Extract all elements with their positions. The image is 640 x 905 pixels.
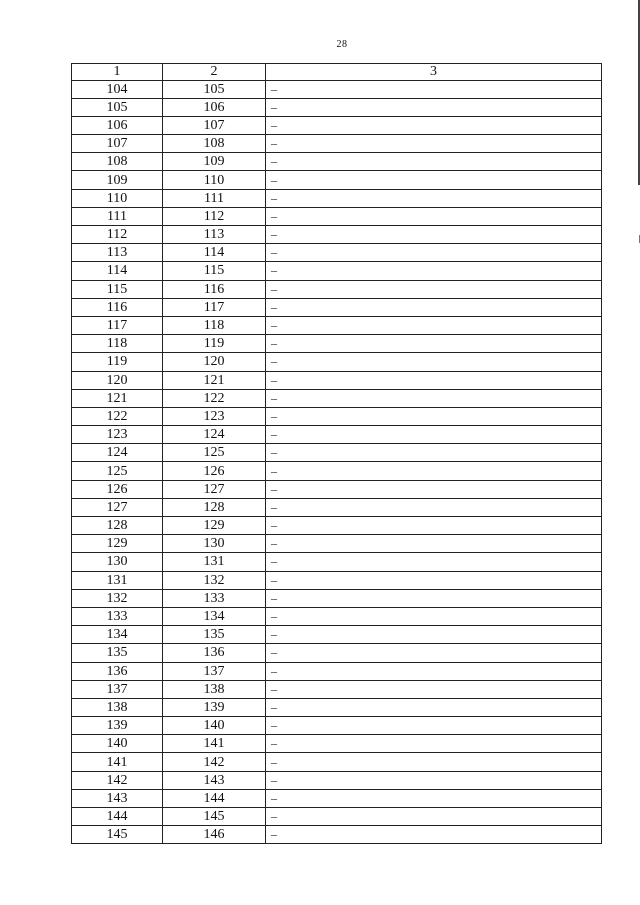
cell-col-3: – [266,298,602,316]
table-row [72,462,602,480]
cell-col-1: 136 [72,662,163,680]
table-header [72,64,602,81]
cell-col-2: 145 [163,808,266,826]
cell-col-3: – [266,226,602,244]
cell-col-3: – [266,371,602,389]
cell-col-2: 146 [163,826,266,844]
table-row [72,353,602,371]
cell-col-1: 140 [72,735,163,753]
cell-col-1: 142 [72,771,163,789]
table-row [72,116,602,134]
cell-col-2: 136 [163,644,266,662]
table-row [72,444,602,462]
cell-col-2: 126 [163,462,266,480]
cell-col-2: 135 [163,626,266,644]
cell-col-2: 133 [163,589,266,607]
table-row [72,571,602,589]
cell-col-3: – [266,98,602,116]
cell-col-1: 130 [72,553,163,571]
table-row [72,662,602,680]
cell-col-3: – [266,153,602,171]
cell-col-2: 117 [163,298,266,316]
cell-col-1: 133 [72,607,163,625]
cell-col-3: – [266,280,602,298]
cell-col-2: 109 [163,153,266,171]
cell-col-2: 116 [163,280,266,298]
table-row [72,389,602,407]
cell-col-2: 143 [163,771,266,789]
cell-col-1: 141 [72,753,163,771]
cell-col-3: – [266,316,602,334]
cell-col-1: 108 [72,153,163,171]
cell-col-2: 129 [163,517,266,535]
table-row [72,371,602,389]
cell-col-3: – [266,517,602,535]
table-row [72,808,602,826]
cell-col-3: – [266,135,602,153]
cell-col-2: 140 [163,717,266,735]
column-header-1: 1 [72,64,163,81]
cell-col-3: – [266,116,602,134]
cell-col-3: – [266,826,602,844]
table-row [72,153,602,171]
cell-col-3: – [266,571,602,589]
table-row [72,498,602,516]
cell-col-1: 120 [72,371,163,389]
table-row [72,226,602,244]
table-row [72,298,602,316]
cell-col-3: – [266,753,602,771]
cell-col-2: 128 [163,498,266,516]
cell-col-3: – [266,626,602,644]
table-row [72,735,602,753]
cell-col-1: 117 [72,316,163,334]
cell-col-2: 108 [163,135,266,153]
table-row [72,680,602,698]
cell-col-3: – [266,244,602,262]
cell-col-3: – [266,808,602,826]
cell-col-3: – [266,644,602,662]
table-row [72,535,602,553]
cell-col-3: – [266,171,602,189]
cell-col-3: – [266,389,602,407]
table-row [72,644,602,662]
cell-col-2: 131 [163,553,266,571]
cell-col-1: 132 [72,589,163,607]
cell-col-2: 121 [163,371,266,389]
cell-col-2: 114 [163,244,266,262]
cell-col-1: 144 [72,808,163,826]
table-row [72,98,602,116]
cell-col-3: – [266,735,602,753]
data-table [71,63,602,844]
cell-col-2: 137 [163,662,266,680]
cell-col-3: – [266,353,602,371]
table-row [72,207,602,225]
cell-col-3: – [266,717,602,735]
cell-col-1: 143 [72,789,163,807]
table-row [72,262,602,280]
cell-col-1: 138 [72,698,163,716]
table-row [72,589,602,607]
table-row [72,407,602,425]
table-row [72,80,602,98]
cell-col-2: 130 [163,535,266,553]
cell-col-2: 142 [163,753,266,771]
cell-col-1: 145 [72,826,163,844]
table-row [72,626,602,644]
cell-col-1: 123 [72,426,163,444]
cell-col-1: 122 [72,407,163,425]
cell-col-2: 105 [163,80,266,98]
table-row [72,607,602,625]
cell-col-1: 121 [72,389,163,407]
cell-col-1: 129 [72,535,163,553]
table-row [72,244,602,262]
cell-col-1: 112 [72,226,163,244]
cell-col-2: 106 [163,98,266,116]
data-table-container [71,63,601,844]
cell-col-3: – [266,498,602,516]
cell-col-1: 115 [72,280,163,298]
cell-col-1: 127 [72,498,163,516]
table-row [72,171,602,189]
cell-col-2: 122 [163,389,266,407]
column-header-3: 3 [266,64,602,81]
table-row [72,717,602,735]
cell-col-3: – [266,480,602,498]
cell-col-3: – [266,589,602,607]
page-number: 28 [336,39,348,50]
table-row [72,426,602,444]
table-row [72,189,602,207]
cell-col-1: 124 [72,444,163,462]
cell-col-3: – [266,189,602,207]
cell-col-1: 109 [72,171,163,189]
cell-col-1: 131 [72,571,163,589]
cell-col-1: 125 [72,462,163,480]
cell-col-1: 135 [72,644,163,662]
cell-col-2: 112 [163,207,266,225]
cell-col-3: – [266,426,602,444]
cell-col-2: 139 [163,698,266,716]
table-row [72,553,602,571]
cell-col-3: – [266,335,602,353]
table-row [72,135,602,153]
cell-col-3: – [266,462,602,480]
cell-col-1: 110 [72,189,163,207]
cell-col-3: – [266,607,602,625]
cell-col-3: – [266,698,602,716]
cell-col-1: 104 [72,80,163,98]
cell-col-3: – [266,407,602,425]
cell-col-3: – [266,535,602,553]
cell-col-3: – [266,771,602,789]
cell-col-2: 134 [163,607,266,625]
cell-col-3: – [266,80,602,98]
cell-col-2: 141 [163,735,266,753]
cell-col-1: 128 [72,517,163,535]
cell-col-1: 134 [72,626,163,644]
cell-col-2: 132 [163,571,266,589]
table-row [72,335,602,353]
table-row [72,698,602,716]
cell-col-3: – [266,789,602,807]
table-row [72,480,602,498]
cell-col-1: 126 [72,480,163,498]
cell-col-1: 106 [72,116,163,134]
table-row [72,753,602,771]
cell-col-2: 110 [163,171,266,189]
cell-col-1: 105 [72,98,163,116]
cell-col-2: 115 [163,262,266,280]
table-row [72,316,602,334]
cell-col-1: 139 [72,717,163,735]
cell-col-3: – [266,444,602,462]
cell-col-2: 120 [163,353,266,371]
cell-col-2: 111 [163,189,266,207]
cell-col-1: 111 [72,207,163,225]
cell-col-2: 124 [163,426,266,444]
cell-col-1: 116 [72,298,163,316]
cell-col-2: 138 [163,680,266,698]
cell-col-1: 114 [72,262,163,280]
cell-col-3: – [266,553,602,571]
cell-col-2: 118 [163,316,266,334]
table-row [72,517,602,535]
cell-col-2: 144 [163,789,266,807]
cell-col-1: 113 [72,244,163,262]
cell-col-1: 118 [72,335,163,353]
cell-col-3: – [266,680,602,698]
table-row [72,789,602,807]
cell-col-1: 107 [72,135,163,153]
cell-col-2: 113 [163,226,266,244]
cell-col-1: 137 [72,680,163,698]
cell-col-2: 119 [163,335,266,353]
cell-col-2: 125 [163,444,266,462]
cell-col-2: 107 [163,116,266,134]
cell-col-3: – [266,262,602,280]
cell-col-3: – [266,207,602,225]
cell-col-3: – [266,662,602,680]
table-row [72,826,602,844]
cell-col-2: 127 [163,480,266,498]
cell-col-2: 123 [163,407,266,425]
table-row [72,771,602,789]
column-header-2: 2 [163,64,266,81]
table-body [72,80,602,844]
cell-col-1: 119 [72,353,163,371]
table-header-row [72,64,602,81]
table-row [72,280,602,298]
